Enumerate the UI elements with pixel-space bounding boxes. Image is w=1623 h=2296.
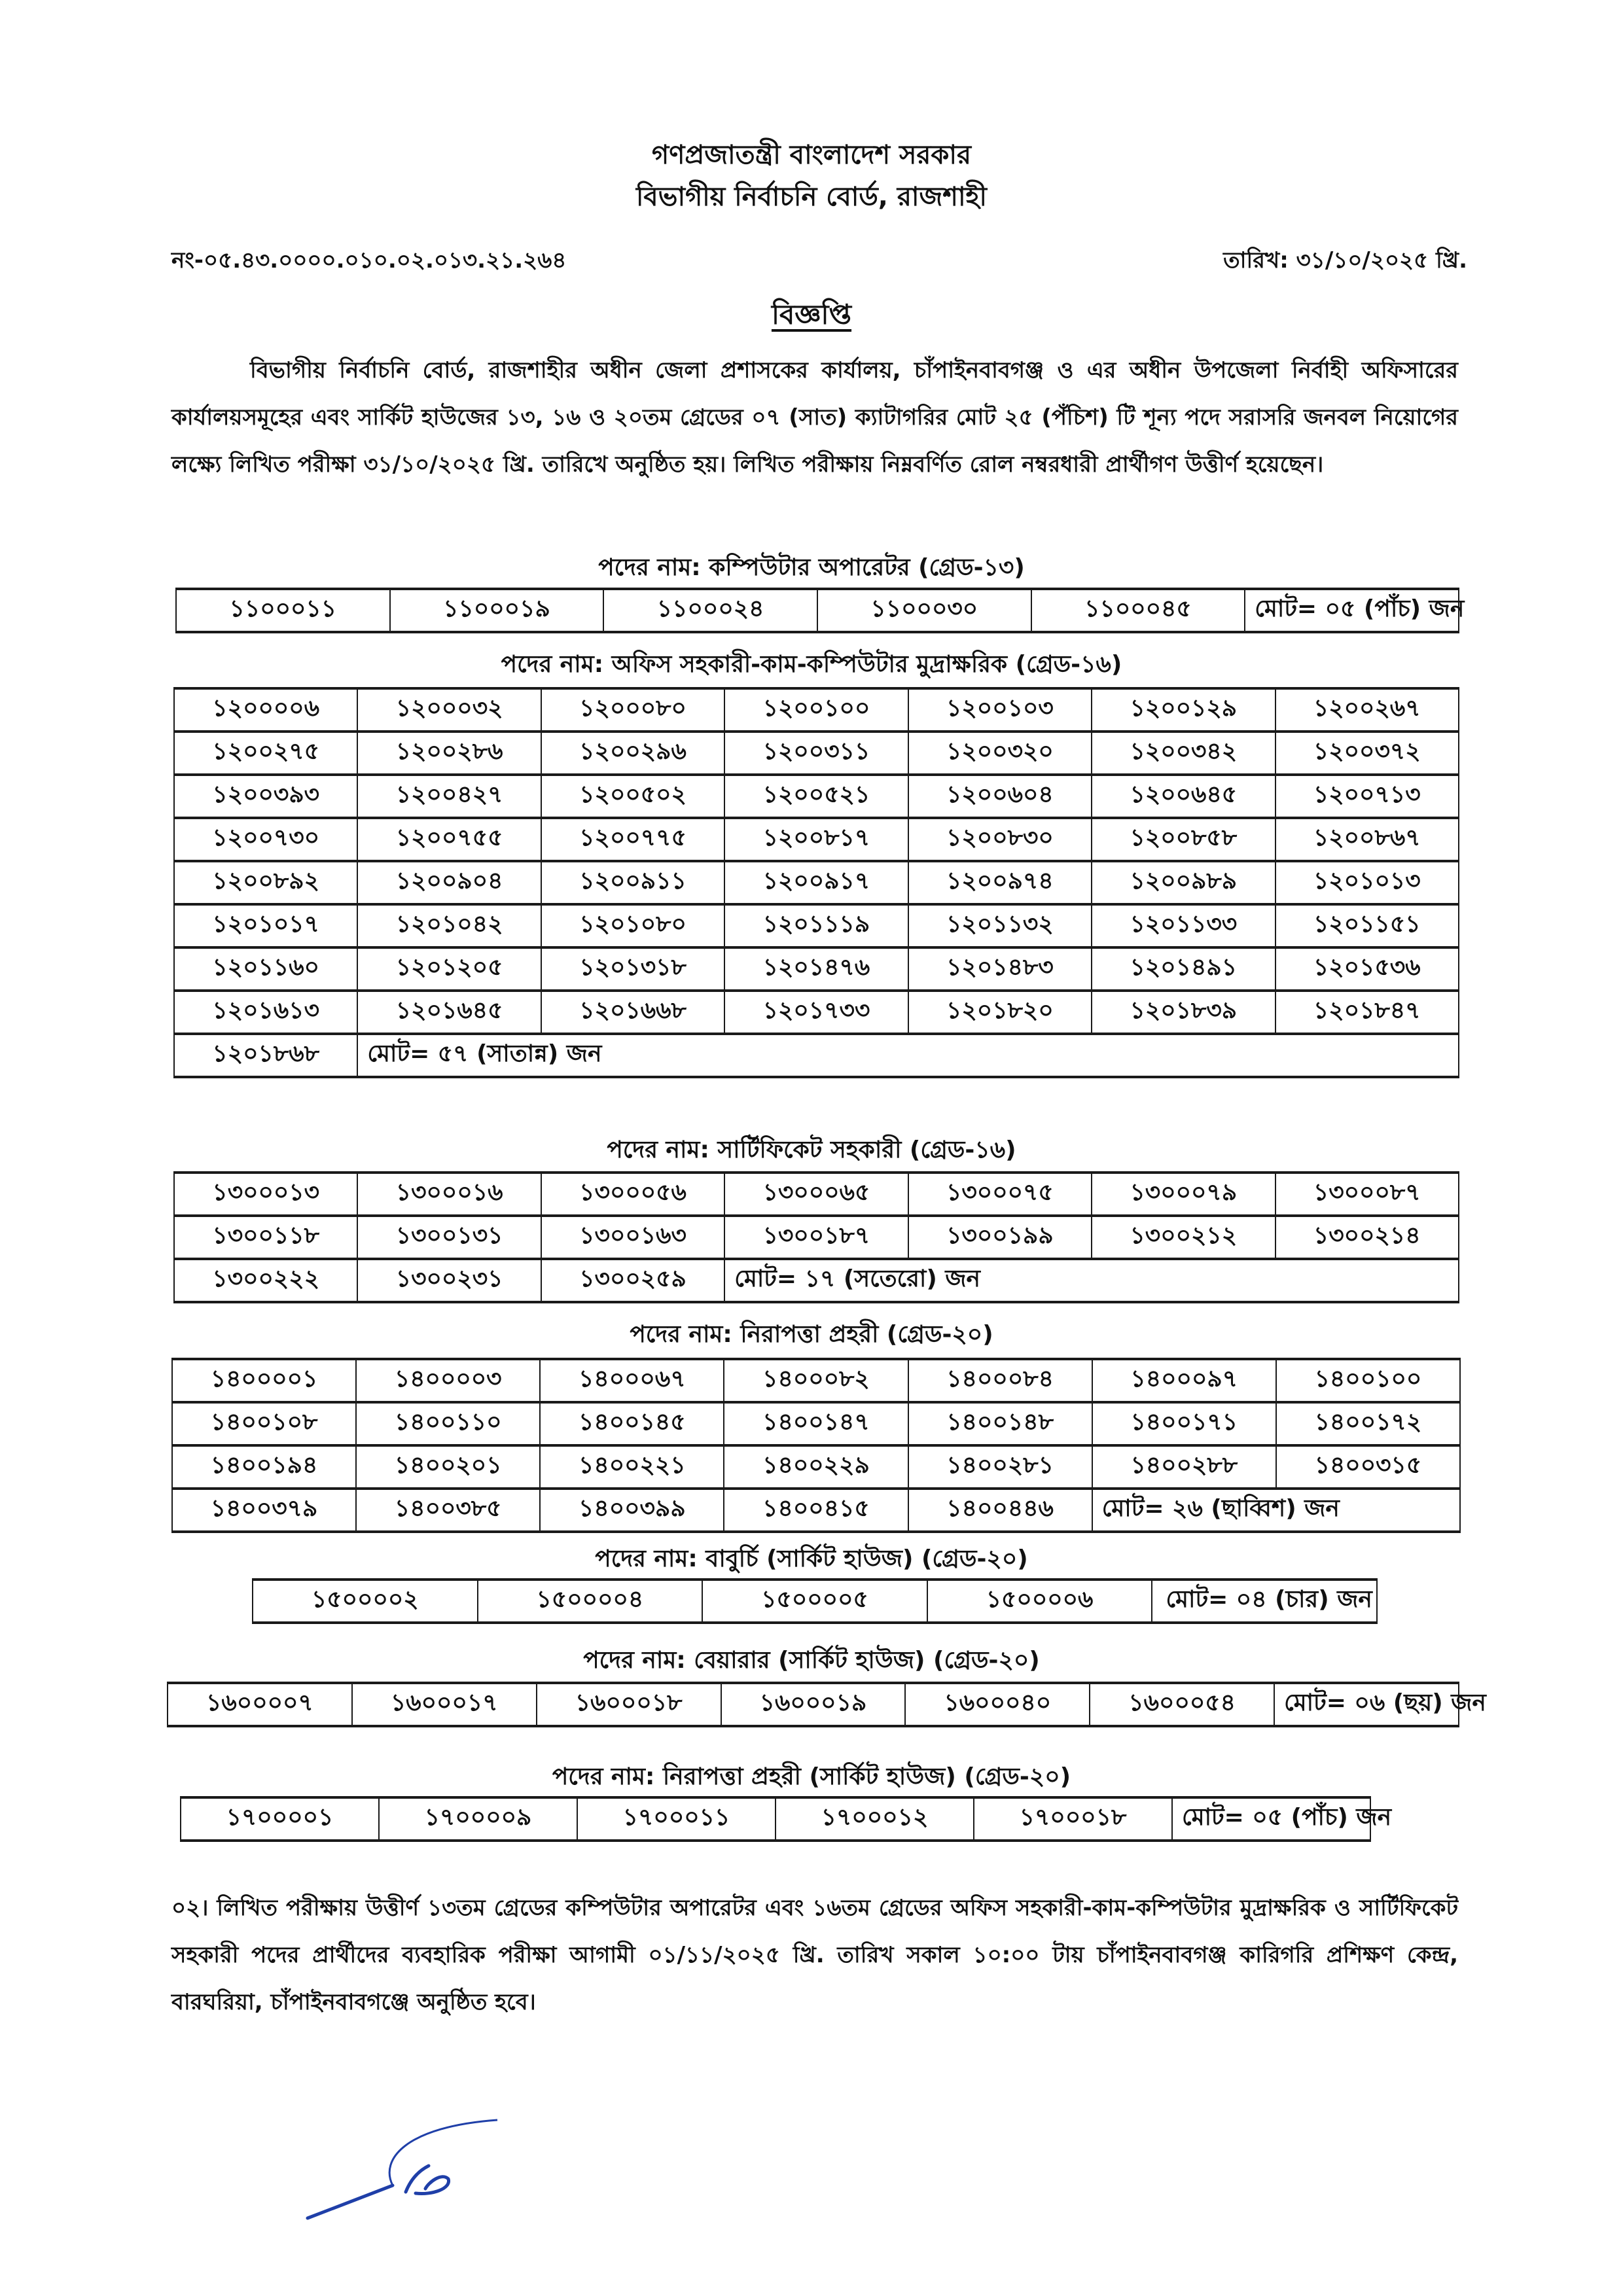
roll-number: ১২০০৮৩০ (908, 818, 1092, 861)
roll-number: ১২০১০১৩ (1275, 861, 1459, 904)
roll-number: ১৩০০১৮৭ (724, 1216, 908, 1259)
roll-row (168, 1683, 1459, 1726)
roll-number: ১২০০২৮৬ (357, 732, 541, 775)
roll-number: ১৩০০২২২ (174, 1259, 357, 1302)
roll-number: ১৩০০২১২ (1092, 1216, 1275, 1259)
roll-number: ১৫০০০০২ (253, 1580, 478, 1623)
roll-number: ১২০০২৭৫ (174, 732, 357, 775)
section-title-office-assistant: পদের নাম: অফিস সহকারী-কাম-কম্পিউটার মুদ্রাক্ষরিক (গ্রেড-১৬) (501, 651, 1122, 678)
section-title-cook: পদের নাম: বাবুর্চি (সার্কিট হাউজ) (গ্রেড-২০) (595, 1545, 1028, 1572)
roll-number: ১২০০৭৭৫ (541, 818, 724, 861)
roll-number: ১২০১৬৪৫ (357, 991, 541, 1034)
roll-number: ১২০০৩২০ (908, 732, 1092, 775)
roll-number: ১৬০০০৫৪ (1090, 1683, 1274, 1726)
roll-number: ১৬০০০১৯ (721, 1683, 906, 1726)
roll-number: ১৭০০০০১ (181, 1797, 379, 1841)
roll-number: ১৪০০৪১৫ (724, 1489, 908, 1532)
roll-number: ১৪০০১০০ (1276, 1359, 1460, 1402)
roll-number: ১৪০০২৮৮ (1092, 1445, 1276, 1489)
roll-number: ১২০১০১৭ (174, 904, 357, 947)
roll-number: ১২০১০৮০ (541, 904, 724, 947)
letterhead (0, 134, 1623, 218)
roll-number: ১২০০৯১১ (541, 861, 724, 904)
roll-number: ১২০০২৬৭ (1275, 688, 1459, 732)
roll-row (172, 1445, 1460, 1489)
roll-number: ১২০০৯৮৯ (1092, 861, 1275, 904)
notice-date: তারিখ: ৩১/১০/২০২৫ খ্রি. (1223, 247, 1467, 274)
roll-number: ১৪০০১৪৫ (540, 1402, 724, 1445)
roll-number: ১৩০০১৯৯ (908, 1216, 1092, 1259)
roll-row (176, 589, 1459, 632)
roll-number: ১২০১৭৩৩ (724, 991, 908, 1034)
roll-number: ১৫০০০০৪ (478, 1580, 703, 1623)
roll-number: ১২০০১০৩ (908, 688, 1092, 732)
roll-row (174, 732, 1459, 775)
roll-table-certificate-assistant (173, 1171, 1459, 1303)
roll-number: ১৬০০০৪০ (905, 1683, 1090, 1726)
practical-exam-paragraph: ০২। লিখিত পরীক্ষায় উত্তীর্ণ ১৩তম গ্রেডের কম্পিউটার অপারেটর এবং ১৬তম গ্রেডের অফিস সহকারী-কাম-কম্পিউটার মুদ্রাক্ষরিক ও সার্টিফিকেট সহকারী পদের প্রার্থীদের ব্যবহারিক পরীক্ষা আগামী ০১/১১/২০২৫ খ্রি. তারিখ সকাল ১০:০০ টায় চাঁপাইনবাবগঞ্জ কারিগরি প্রশিক্ষণ কেন্দ্র, বারঘরিয়া, চাঁপাইনবাবগঞ্জে অনুষ্ঠিত হবে। (171, 1895, 1458, 2015)
roll-number: ১২০০৬৪৫ (1092, 775, 1275, 818)
roll-number: ১২০১৩১৮ (541, 947, 724, 991)
roll-number: ১৭০০০১৮ (974, 1797, 1172, 1841)
roll-row (174, 688, 1459, 732)
roll-number: ১২০০৩৭২ (1275, 732, 1459, 775)
roll-table-cook (252, 1578, 1378, 1624)
roll-number: ১২০০৩৯৩ (174, 775, 357, 818)
roll-number: ১১০০০২৪ (603, 589, 817, 632)
roll-number: ১২০০০০৬ (174, 688, 357, 732)
roll-number: ১৩০০২১৪ (1275, 1216, 1459, 1259)
roll-number: ১২০০৩৪২ (1092, 732, 1275, 775)
roll-row (174, 904, 1459, 947)
roll-row (181, 1797, 1370, 1841)
roll-row (174, 1259, 1459, 1302)
roll-number: ১২০০৮৬৭ (1275, 818, 1459, 861)
signature-image (301, 2113, 563, 2231)
roll-number: ১৪০০১১০ (356, 1402, 540, 1445)
roll-number: ১৭০০০১২ (776, 1797, 974, 1841)
roll-number: ১২০০০৮০ (541, 688, 724, 732)
roll-number: ১২০০৬০৪ (908, 775, 1092, 818)
roll-row (253, 1580, 1377, 1623)
roll-row (172, 1489, 1460, 1532)
total-count: মোট= ৫৭ (সাতান্ন) জন (357, 1034, 1459, 1077)
roll-number: ১৬০০০০৭ (168, 1683, 352, 1726)
section-title-bearer: পদের নাম: বেয়ারার (সার্কিট হাউজ) (গ্রেড-২০) (583, 1647, 1040, 1674)
roll-number: ১২০০১০০ (724, 688, 908, 732)
roll-number: ১২০০৯০৪ (357, 861, 541, 904)
roll-number: ১৪০০৪৪৬ (908, 1489, 1092, 1532)
roll-number: ১২০১১৩২ (908, 904, 1092, 947)
roll-number: ১৩০০১১৮ (174, 1216, 357, 1259)
roll-number: ১২০১৬১৩ (174, 991, 357, 1034)
roll-row (174, 991, 1459, 1034)
roll-number: ১১০০০৩০ (817, 589, 1031, 632)
roll-number: ১৩০০২৫৯ (541, 1259, 724, 1302)
roll-number: ১২০০৮৫৮ (1092, 818, 1275, 861)
intro-paragraph: বিভাগীয় নির্বাচনি বোর্ড, রাজশাহীর অধীন জেলা প্রশাসকের কার্যালয়, চাঁপাইনবাবগঞ্জ ও এর অধীন উপজেলা নির্বাহী অফিসারের কার্যালয়সমূহের এবং সার্কিট হাউজের ১৩, ১৬ ও ২০তম গ্রেডের ০৭ (সাত) ক্যাটাগরির মোট ২৫ (পঁচিশ) টি শূন্য পদে সরাসরি জনবল নিয়োগের লক্ষ্যে লিখিত পরীক্ষা ৩১/১০/২০২৫ খ্রি. তারিখে অনুষ্ঠিত হয়। লিখিত পরীক্ষায় নিম্নবর্ণিত রোল নম্বরধারী প্রার্থীগণ উত্তীর্ণ হয়েছেন। (171, 357, 1458, 478)
roll-number: ১২০১৮৪৭ (1275, 991, 1459, 1034)
total-count: মোট= ০৫ (পাঁচ) জন (1245, 589, 1459, 632)
roll-table-bearer (167, 1682, 1486, 1727)
roll-number: ১২০০৭৫৫ (357, 818, 541, 861)
roll-row (174, 1216, 1459, 1259)
roll-number: ১২০১০৪২ (357, 904, 541, 947)
roll-number: ১২০১১৩৩ (1092, 904, 1275, 947)
roll-number: ১৬০০০১৭ (352, 1683, 537, 1726)
roll-row (174, 818, 1459, 861)
roll-number: ১৭০০০০৯ (379, 1797, 577, 1841)
roll-number: ১২০০৫০২ (541, 775, 724, 818)
roll-number: ১২০১২০৫ (357, 947, 541, 991)
roll-number: ১২০১৪৮৩ (908, 947, 1092, 991)
roll-number: ১২০১১৬০ (174, 947, 357, 991)
roll-number: ১৩০০০৬৫ (724, 1173, 908, 1216)
roll-number: ১৪০০১৪৮ (908, 1402, 1092, 1445)
roll-number: ১২০১৪৯১ (1092, 947, 1275, 991)
roll-number: ১৬০০০১৮ (537, 1683, 721, 1726)
roll-number: ১২০০৮১৭ (724, 818, 908, 861)
roll-number: ১২০০৯৭৪ (908, 861, 1092, 904)
roll-row (174, 947, 1459, 991)
roll-number: ১৪০০২৮১ (908, 1445, 1092, 1489)
roll-number: ১৭০০০১১ (577, 1797, 776, 1841)
total-count: মোট= ০৫ (পাঁচ) জন (1172, 1797, 1370, 1841)
roll-number: ১২০০৩১১ (724, 732, 908, 775)
total-count: মোট= ২৬ (ছাব্বিশ) জন (1092, 1489, 1460, 1532)
roll-row (174, 861, 1459, 904)
office-name: বিভাগীয় নির্বাচনি বোর্ড, রাজশাহী (635, 182, 988, 212)
roll-number: ১২০১১১৯ (724, 904, 908, 947)
roll-number: ১৪০০০৯৭ (1092, 1359, 1276, 1402)
roll-number: ১৩০০২৩১ (357, 1259, 541, 1302)
roll-number: ১৪০০০৬৭ (540, 1359, 724, 1402)
roll-number: ১৪০০২২১ (540, 1445, 724, 1489)
roll-number: ১৫০০০০৫ (702, 1580, 927, 1623)
roll-number: ১২০০১২৯ (1092, 688, 1275, 732)
roll-number: ১৪০০৩৭৯ (172, 1489, 356, 1532)
roll-number: ১২০১৪৭৬ (724, 947, 908, 991)
section-title-computer-operator: পদের নাম: কম্পিউটার অপারেটর (গ্রেড-১৩) (598, 554, 1025, 581)
roll-number: ১৪০০৩১৫ (1276, 1445, 1460, 1489)
roll-number: ১৩০০০১৬ (357, 1173, 541, 1216)
roll-number: ১২০০২৯৬ (541, 732, 724, 775)
roll-number: ১২০০৯১৭ (724, 861, 908, 904)
roll-number: ১২০০৭৩০ (174, 818, 357, 861)
roll-number: ১৩০০০৭৯ (1092, 1173, 1275, 1216)
section-title-certificate-assistant: পদের নাম: সার্টিফিকেট সহকারী (গ্রেড-১৬) (607, 1137, 1016, 1163)
roll-number: ১১০০০১১ (176, 589, 390, 632)
roll-table-security-guard-circuit-house (180, 1796, 1392, 1842)
roll-row (174, 1173, 1459, 1216)
memo-number: নং-০৫.৪৩.০০০০.০১০.০২.০১৩.২১.২৬৪ (171, 247, 567, 274)
roll-number: ১২০০৫২১ (724, 775, 908, 818)
roll-number: ১১০০০৪৫ (1031, 589, 1245, 632)
roll-table-office-assistant (173, 687, 1459, 1078)
roll-number: ১৪০০২২৯ (724, 1445, 908, 1489)
roll-number: ১২০১৮২০ (908, 991, 1092, 1034)
roll-number: ১২০১৫৩৬ (1275, 947, 1459, 991)
roll-row (172, 1402, 1460, 1445)
roll-number: ১৪০০১৪৭ (724, 1402, 908, 1445)
total-count: মোট= ১৭ (সতেরো) জন (724, 1259, 1459, 1302)
total-count: মোট= ০৪ (চার) জন (1152, 1580, 1377, 1623)
roll-table-computer-operator (175, 588, 1465, 633)
roll-number: ১২০০৭১৩ (1275, 775, 1459, 818)
section-title-security-guard: পদের নাম: নিরাপত্তা প্রহরী (গ্রেড-২০) (630, 1321, 993, 1348)
roll-number: ১৫০০০০৬ (927, 1580, 1152, 1623)
roll-number: ১৩০০০৫৬ (541, 1173, 724, 1216)
roll-number: ১৪০০৩৮৫ (356, 1489, 540, 1532)
roll-number: ১১০০০১৯ (390, 589, 604, 632)
government-name: গণপ্রজাতন্ত্রী বাংলাদেশ সরকার (652, 140, 971, 170)
roll-number: ১৩০০০৮৭ (1275, 1173, 1459, 1216)
roll-number: ১৪০০০০৩ (356, 1359, 540, 1402)
roll-number: ১২০১৬৬৮ (541, 991, 724, 1034)
roll-row (174, 775, 1459, 818)
roll-number: ১৪০০১৭১ (1092, 1402, 1276, 1445)
roll-number: ১২০০৪২৭ (357, 775, 541, 818)
roll-number: ১৩০০১৩১ (357, 1216, 541, 1259)
roll-number: ১৩০০০৭৫ (908, 1173, 1092, 1216)
roll-number: ১২০০০৩২ (357, 688, 541, 732)
roll-table-security-guard (171, 1358, 1461, 1533)
roll-number: ১৪০০০৮২ (724, 1359, 908, 1402)
roll-number: ১২০১১৫১ (1275, 904, 1459, 947)
roll-number: ১২০০৮৯২ (174, 861, 357, 904)
roll-number: ১২০১৮৬৮ (174, 1034, 357, 1077)
roll-row (172, 1359, 1460, 1402)
total-count: মোট= ০৬ (ছয়) জন (1274, 1683, 1459, 1726)
section-title-security-guard-circuit-house: পদের নাম: নিরাপত্তা প্রহরী (সার্কিট হাউজ) (গ্রেড-২০) (552, 1763, 1071, 1790)
roll-number: ১৪০০২০১ (356, 1445, 540, 1489)
roll-number: ১৪০০১৯৪ (172, 1445, 356, 1489)
roll-number: ১৩০০১৬৩ (541, 1216, 724, 1259)
roll-number: ১২০১৮৩৯ (1092, 991, 1275, 1034)
roll-number: ১৩০০০১৩ (174, 1173, 357, 1216)
roll-number: ১৪০০০০১ (172, 1359, 356, 1402)
roll-row (174, 1034, 1459, 1077)
roll-number: ১৪০০৩৯৯ (540, 1489, 724, 1532)
roll-number: ১৪০০০৮৪ (908, 1359, 1092, 1402)
roll-number: ১৪০০১০৮ (172, 1402, 356, 1445)
roll-number: ১৪০০১৭২ (1276, 1402, 1460, 1445)
notice-title: বিজ্ঞপ্তি (771, 298, 852, 330)
